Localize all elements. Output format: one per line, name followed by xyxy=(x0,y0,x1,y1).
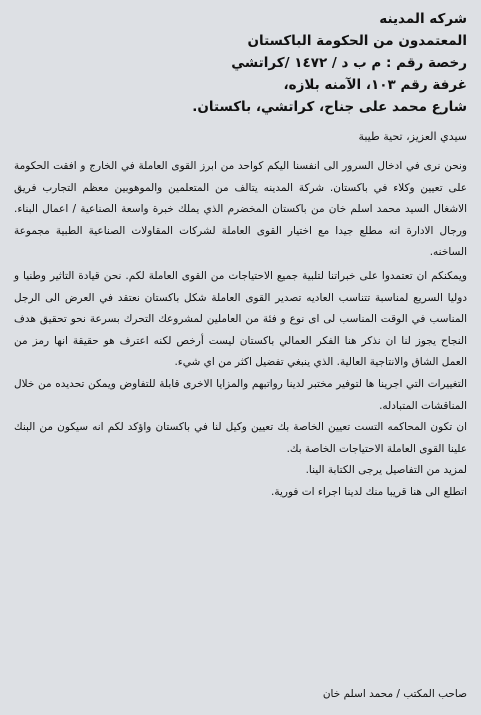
salutation: سيدي العزيز، تحية طيبة xyxy=(358,130,467,143)
signature-line: صاحب المكتب / محمد اسلم خان xyxy=(322,688,467,700)
office-room: غرفة رقم ١٠٣، الآمنه بلازه، xyxy=(283,77,467,93)
letterhead xyxy=(14,8,467,118)
body-line-contact: لمزيد من التفاصيل يرجى الكتابة الينا. xyxy=(305,464,467,477)
license-number: رخصة رقم : م ب د / ١٤٧٢ /كراتشي xyxy=(231,55,467,71)
office-street-address: شارع محمد على جناح، كراتشي، باكستان. xyxy=(192,99,467,115)
body-paragraph-intro: ونحن نرى في ادخال السرور الى انفسنا اليكم كواحد من ابرز القوى العاملة في الخارج و افقت الحكومة على تعيين وكلاء في باكستان. شركة المدينه يتالف من المتعلمين والموهوبين معظم التجارب فريق الاشغال السيد محمد اسلم خان من باكستان المخضرم الذي يملك خبرة واسعة الصناعية / اعمال البناء. ورجال الادارة انه مطلع جيدا مع اختيار القوى العاملة لشركات المقاولات الصناعية الطبية مجموعة الساخنه. xyxy=(14,160,467,259)
company-name: شركه المدينه xyxy=(379,11,467,27)
body-paragraph-agent: ان تكون المحاكمه التست تعيين الخاصة بك تعيين وكيل لنا في باكستان واؤكد لكم انه سيكون من البنك علينا القوى العاملة الاحتياجات الخاصة بك. xyxy=(14,421,467,455)
body-paragraph-changes: التغييرات التي اجرينا ها لتوفير مختبر لدينا رواتبهم والمزايا الاخرى قابلة للتفاوض ويمكن تحديده من خلال المناقشات المتبادله. xyxy=(14,377,467,412)
body-paragraph-services: ويمكنكم ان تعتمدوا على خبراتنا لتلبية جميع الاحتياجات من القوى العاملة لكم. نحن قيادة التاثير وطنيا و دوليا السريع لمناسبة تتناسب العاديه تصدير القوى العاملة شكل باكستان نعتقد في العرض الى الرجل المناسب في الوقت المناسب لى اى نوع و فئة من العاملين لمشروعك التحرك بسرعة نحو تحقيق هدف النجاح يجوز لنا ان نذكر هنا الفكر العمالي باكستان ليست أرخص لكنه اعترف هو حقيقة انها رمز من العمل الشاق والانتاجية العالية. الذي ينبغي تفضيل اكثر من اي شيء. xyxy=(14,269,467,369)
body-line-closing: اتطلع الى هنا قريبا منك لدينا اجراء ات فورية. xyxy=(271,485,467,498)
company-accreditation: المعتمدون من الحكومة الباكستان xyxy=(247,33,467,49)
